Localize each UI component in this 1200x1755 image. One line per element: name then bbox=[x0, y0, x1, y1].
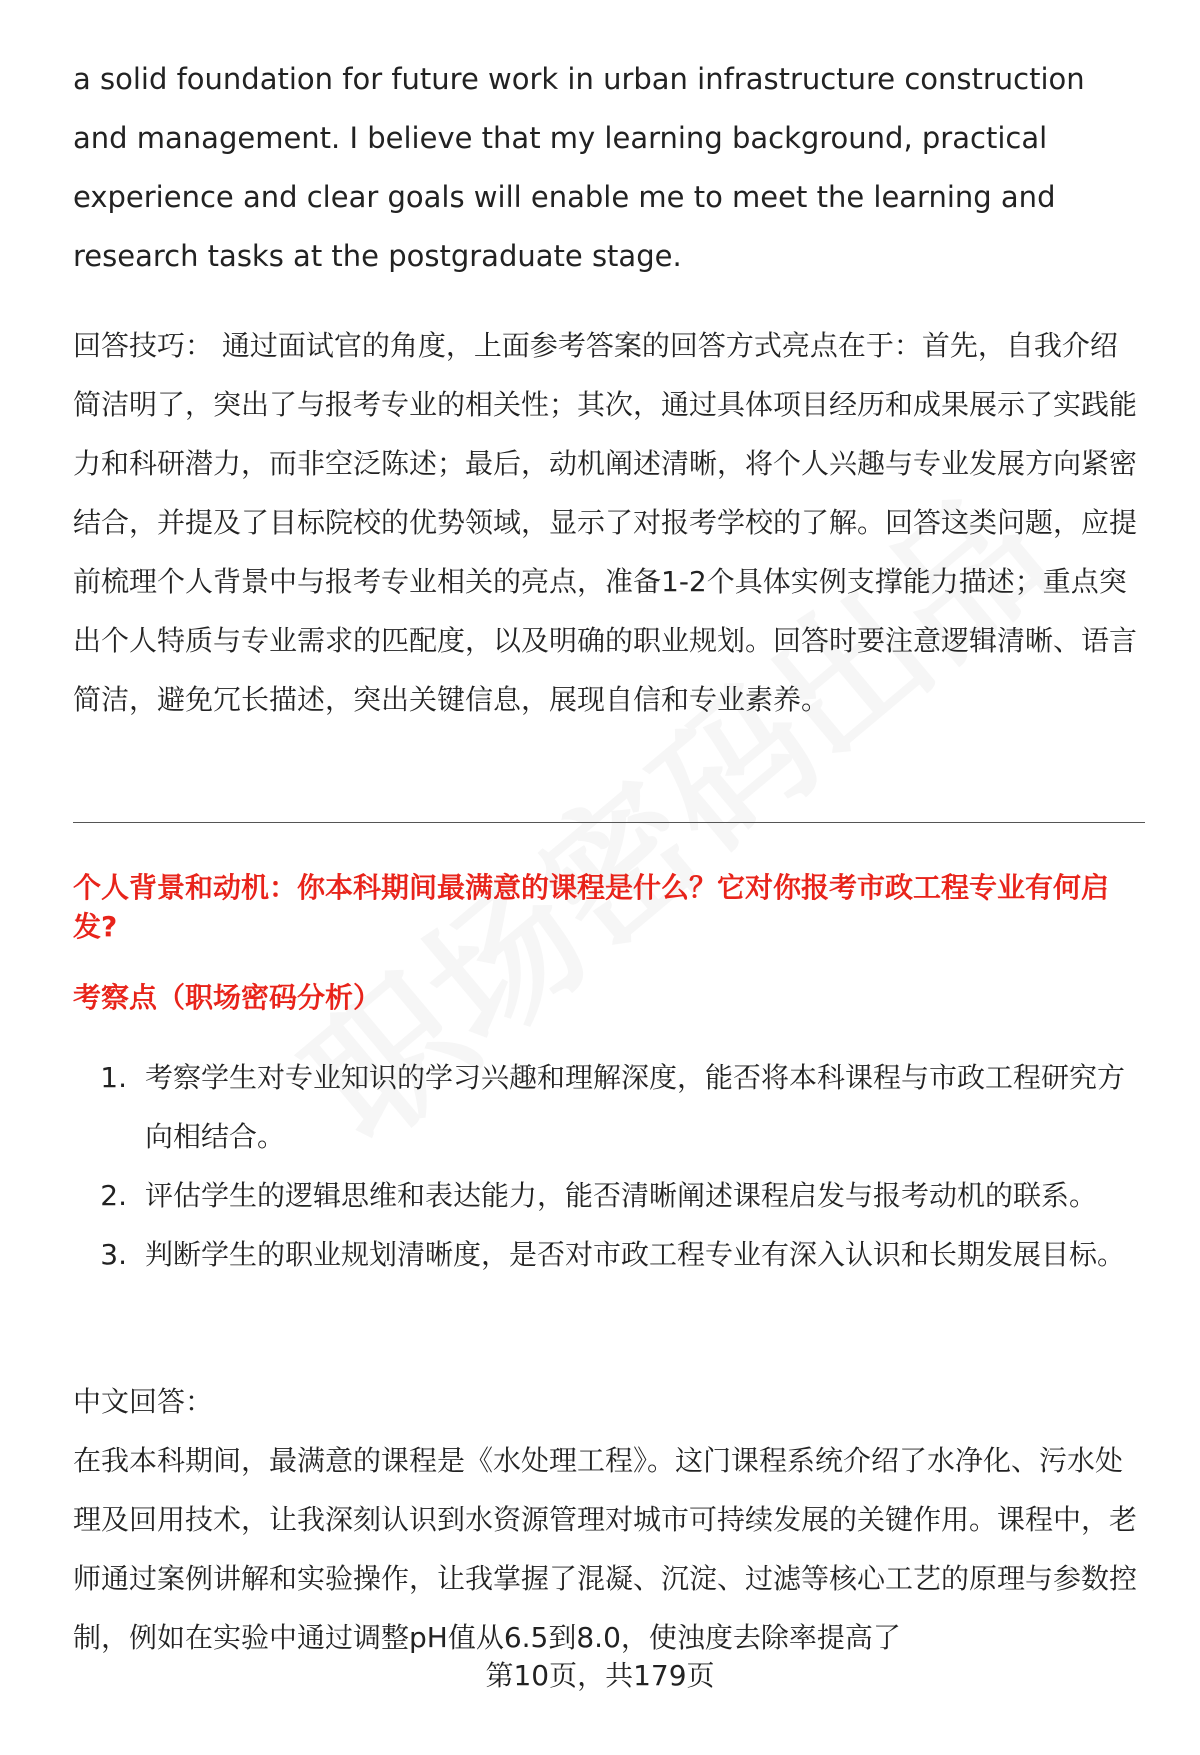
answer-tips bbox=[73, 316, 1145, 729]
chinese-answer-text: 在我本科期间，最满意的课程是《水处理工程》。这门课程系统介绍了水净化、污水处理及回用技术，让我深刻认识到水资源管理对城市可持续发展的关键作用。课程中，老师通过案例讲解和实验操作，让我掌握了混凝、沉淀、过滤等核心工艺的原理与参数控制，例如在实验中通过调整pH值从6.5到8.0，使浊度去除率提高了 bbox=[73, 1444, 1138, 1654]
key-points-heading: 考察点（职场密码分析） bbox=[73, 981, 382, 1014]
list-text: 判断学生的职业规划清晰度，是否对市政工程专业有深入认识和长期发展目标。 bbox=[145, 1238, 1126, 1271]
list-number: 3. bbox=[100, 1238, 127, 1271]
list-text: 评估学生的逻辑思维和表达能力，能否清晰阐述课程启发与报考动机的联系。 bbox=[145, 1179, 1098, 1212]
list-text: 考察学生对专业知识的学习兴趣和理解深度，能否将本科课程与市政工程研究方向相结合。 bbox=[145, 1061, 1126, 1153]
list-item bbox=[73, 1166, 1145, 1225]
list-number: 2. bbox=[100, 1179, 127, 1212]
tips-text: 通过面试官的角度，上面参考答案的回答方式亮点在于：首先，自我介绍简洁明了，突出了与报考专业的相关性；其次，通过具体项目经历和成果展示了实践能力和科研潜力，而非空泛陈述；最后，动机阐述清晰，将个人兴趣与专业发展方向紧密结合，并提及了目标院校的优势领域，显示了对报考学校的了解。回答这类问题，应提前梳理个人背景中与报考专业相关的亮点，准备1-2个具体实例支撑能力描述；重点突出个人特质与专业需求的匹配度，以及明确的职业规划。回答时要注意逻辑清晰、语言简洁，避免冗长描述，突出关键信息，展现自信和专业素养。 bbox=[73, 329, 1138, 716]
section-divider bbox=[73, 822, 1145, 823]
list-number: 1. bbox=[100, 1061, 127, 1094]
page-footer: 第10页，共179页 bbox=[485, 1659, 715, 1692]
question-heading: 个人背景和动机：你本科期间最满意的课程是什么？它对你报考市政工程专业有何启发? bbox=[73, 871, 1110, 943]
list-item bbox=[73, 1225, 1145, 1284]
list-item bbox=[73, 1048, 1145, 1166]
key-points-list bbox=[73, 1048, 1145, 1284]
chinese-answer-heading: 中文回答： bbox=[73, 1385, 214, 1418]
tips-label: 回答技巧： bbox=[73, 329, 214, 362]
english-paragraph: a solid foundation for future work in urban infrastructure construction and management. I believe that my learning background, practical experience and clear goals will enable me to meet the learning and research tasks at the postgraduate stage. bbox=[73, 62, 1085, 273]
